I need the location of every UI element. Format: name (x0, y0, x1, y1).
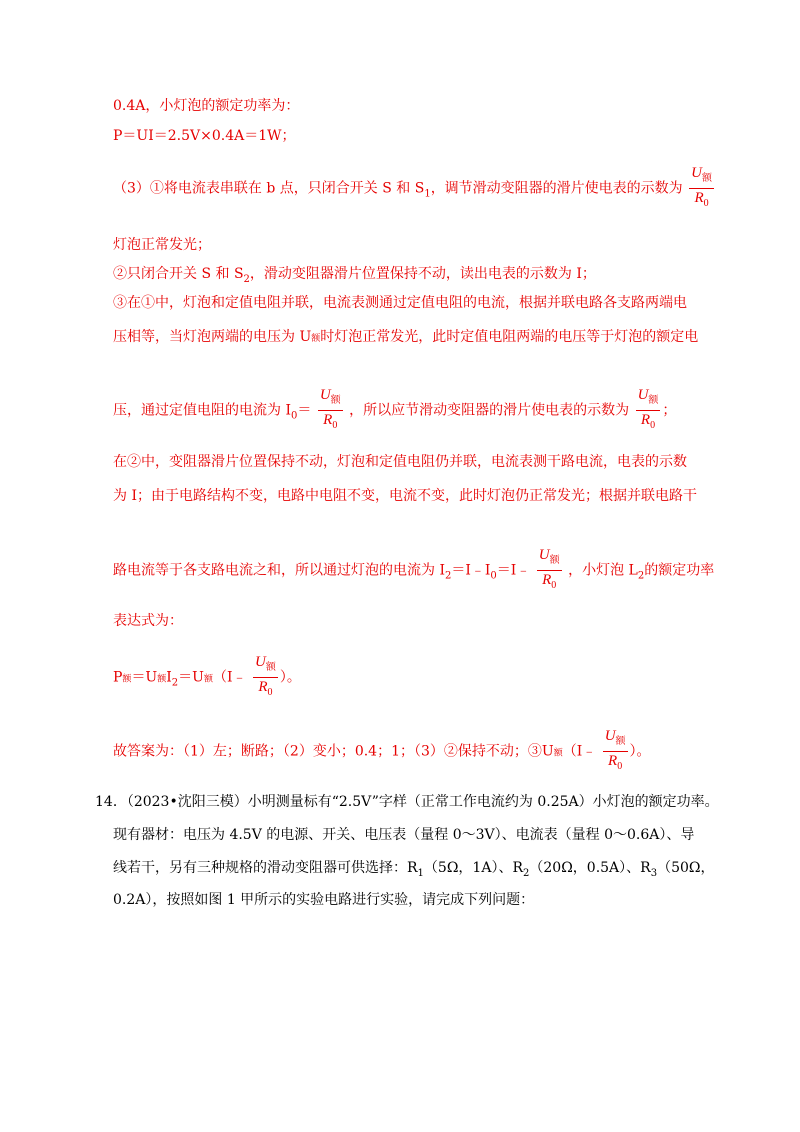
solution-line-2: P＝UI＝2.5V×0.4A＝1W； (113, 128, 296, 144)
question-14-line-2: 现有器材：电压为 4.5V 的电源、开关、电压表（量程 0～3V）、电流表（量程 0～0.6A）、导 (113, 827, 695, 843)
solution-line-9: 在②中，变阻器滑片位置保持不动，灯泡和定值电阻仍并联，电流表测干路电流，电表的示数 (113, 454, 687, 470)
solution-line-11: 路电流等于各支路电流之和，所以通过灯泡的电流为 $I_2=I﹣I_0=I﹣$ $\frac{U_额}{R_0}$ ，小灯泡 $L_2$的额定功率 (113, 546, 714, 595)
solution-line-10: 为 I；由于电路结构不变，电路中电阻不变，电流不变，此时灯泡仍正常发光；根据并联电路干 (113, 488, 697, 504)
fraction-u-over-r0: $\frac{U_额}{R_0}$ (637, 387, 659, 431)
solution-line-13: P额＝U额$I_2=U$额（I﹣ $\frac{U_额}{R_0}$ ）。 (113, 653, 301, 702)
solution-line-5: ②只闭合开关 S 和 $S_2$，滑动变阻器滑片位置保持不动，读出电表的示数为 I； (113, 266, 596, 285)
fraction-u-over-r0: $\frac{U_额}{R_0}$ (691, 165, 712, 209)
fraction-u-over-r0: $\frac{U_额}{R_0}$ (604, 728, 626, 772)
question-14-line-4: 0.2A），按照如图 1 甲所示的实验电路进行实验，请完成下列问题： (113, 892, 535, 908)
fraction-u-over-r0: $\frac{U_额}{R_0}$ (254, 654, 276, 698)
fraction-u-over-r0: $\frac{U_额}{R_0}$ (319, 387, 341, 431)
question-14-line-3: 线若干，另有三种规格的滑动变阻器可供选择：$R_1(5\Omega$，1A）、$R_2(20\Omega$，0.5A）、$R_3(50\Omega$， (113, 860, 715, 879)
question-14-line-1: 14．（2023•沈阳三模）小明测量标有“2.5V”字样（正常工作电流约为 0.25A）小灯泡的额定功率。 (95, 794, 719, 810)
fraction-u-over-r0: $\frac{U_额}{R_0}$ (538, 547, 560, 591)
solution-line-1: 0.4A，小灯泡的额定功率为： (113, 98, 300, 114)
solution-line-7: 压相等，当灯泡两端的电压为 U额时灯泡正常发光，此时定值电阻两端的电压等于灯泡的额定电 (113, 329, 699, 345)
solution-line-4: 灯泡正常发光； (113, 237, 211, 253)
solution-line-6: ③在①中，灯泡和定值电阻并联，电流表测通过定值电阻的电流，根据并联电路各支路两端电 (113, 295, 687, 311)
answer-summary-line: 故答案为：（1）左；断路；（2）变小；0.4；1；（3）②保持不动；③U额（I﹣ $\frac{U_额}{R_0}$ ）。 (113, 727, 651, 776)
solution-line-8: 压，通过定值电阻的电流为 $I_0=$ $\frac{U_额}{R_0}$ ，所以应节滑动变阻器的滑片使电表的示数为 $\frac{U_额}{R_0}$ ； (113, 386, 676, 435)
solution-line-12: 表达式为： (113, 613, 183, 629)
solution-line-3: （3）①将电流表串联在 b 点，只闭合开关 S 和 $S_1$，调节滑动变阻器的滑片使电表的示数为 $\frac{U_额}{R_0}$ (113, 164, 716, 213)
